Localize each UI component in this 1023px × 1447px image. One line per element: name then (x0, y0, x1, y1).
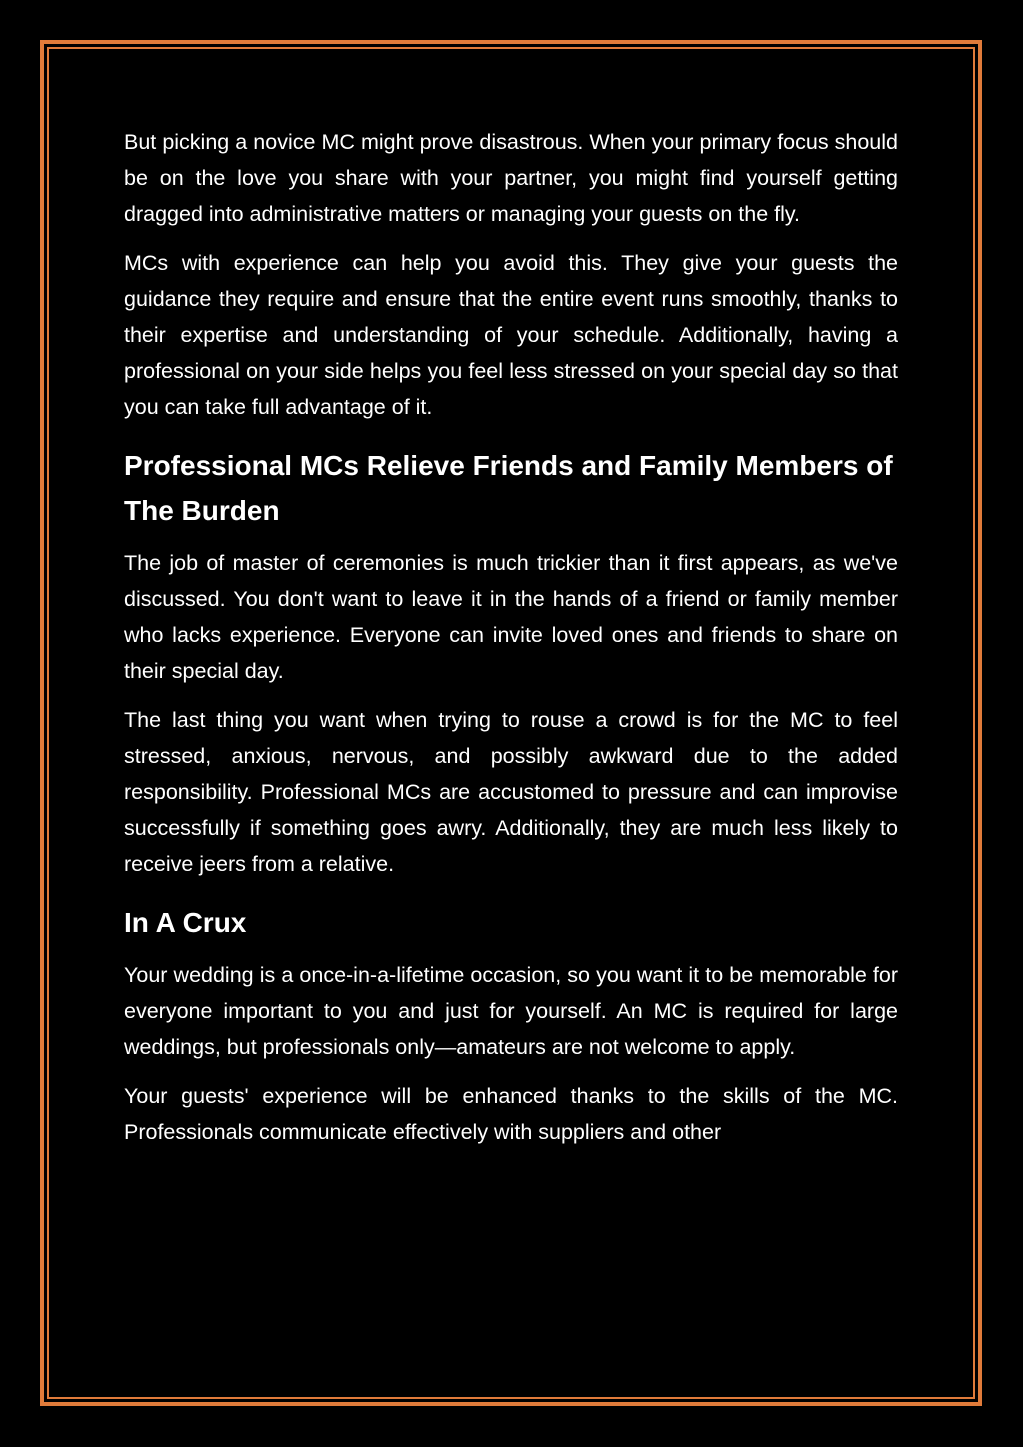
paragraph: The job of master of ceremonies is much trickier than it first appears, as we've discussed. You don't want to leave it in the hands of a friend or family member who lacks experience. Everyone can invite loved ones and friends to share on their special day. (124, 551, 898, 683)
section-heading: Professional MCs Relieve Friends and Family Members of The Burden (124, 450, 893, 526)
paragraph: Your guests' experience will be enhanced thanks to the skills of the MC. Professionals communicate effectively with suppliers and other (124, 1084, 898, 1144)
paragraph: MCs with experience can help you avoid this. They give your guests the guidance they require and ensure that the entire event runs smoothly, thanks to their expertise and understanding of your schedule. Additionally, having a professional on your side helps you feel less stressed on your special day so that you can take full advantage of it. (124, 251, 898, 419)
paragraph: The last thing you want when trying to rouse a crowd is for the MC to feel stressed, anxious, nervous, and possibly awkward due to the added responsibility. Professional MCs are accustomed to pressure and can improvise successfully if something goes awry. Additionally, they are much less likely to receive jeers from a relative. (124, 708, 898, 876)
paragraph: Your wedding is a once-in-a-lifetime occasion, so you want it to be memorable for everyone important to you and just for yourself. An MC is required for large weddings, but professionals only—amateurs are not welcome to apply. (124, 963, 898, 1059)
section-heading: In A Crux (124, 907, 247, 938)
paragraph: But picking a novice MC might prove disastrous. When your primary focus should be on the love you share with your partner, you might find yourself getting dragged into administrative matters or managing your guests on the fly. (124, 130, 898, 226)
document-body (124, 124, 898, 1163)
